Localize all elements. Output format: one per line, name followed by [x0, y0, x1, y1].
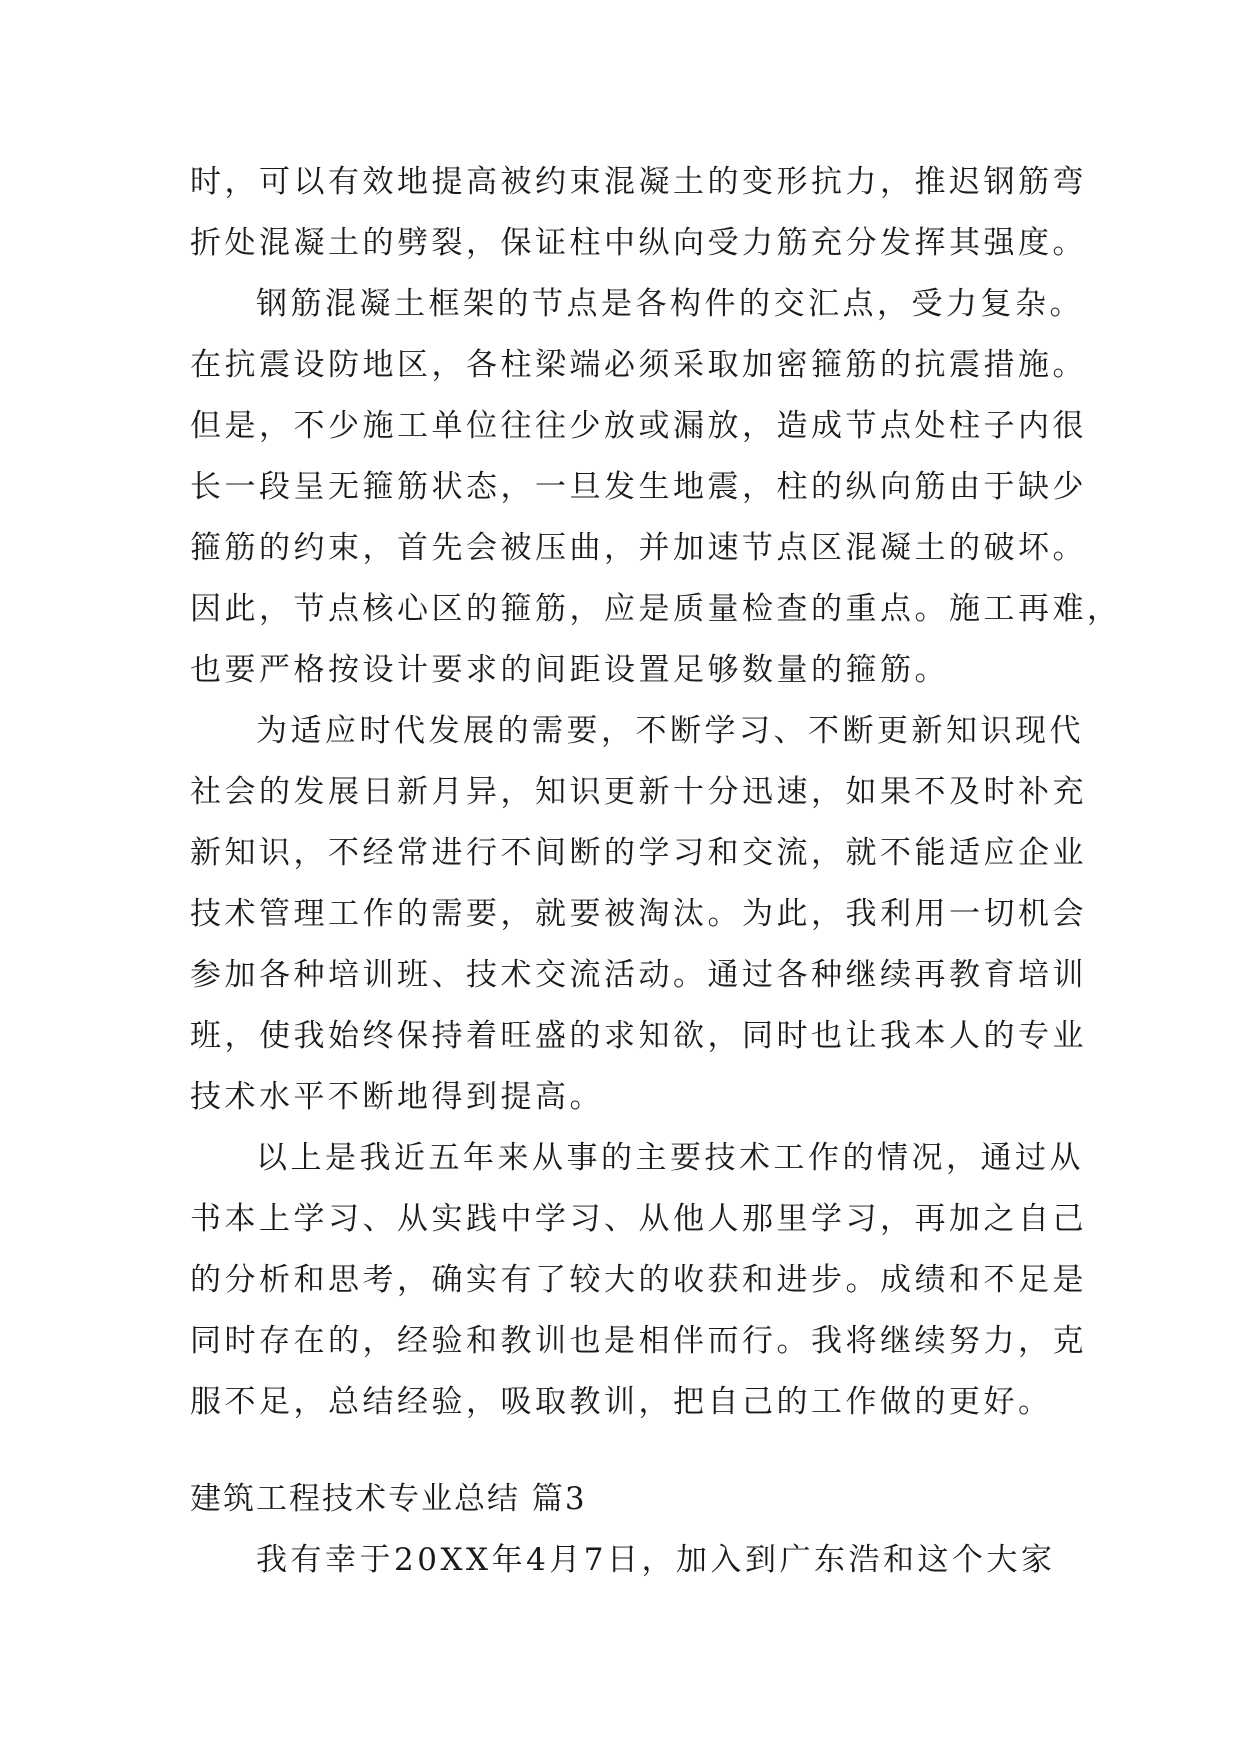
body-text-line: 长一段呈无箍筋状态，一旦发生地震，柱的纵向筋由于缺少 [190, 469, 1087, 505]
paragraph-first-line: 为适应时代发展的需要，不断学习、不断更新知识现代 [256, 713, 1084, 749]
body-text-line: 书本上学习、从实践中学习、从他人那里学习，再加之自己 [190, 1201, 1087, 1237]
paragraph-first-line: 钢筋混凝土框架的节点是各构件的交汇点，受力复杂。 [256, 286, 1084, 322]
body-text-line: 技术管理工作的需要，就要被淘汰。为此，我利用一切机会 [190, 896, 1087, 932]
body-text-line: 的分析和思考，确实有了较大的收获和进步。成绩和不足是 [190, 1262, 1087, 1298]
body-text-line: 参加各种培训班、技术交流活动。通过各种继续再教育培训 [190, 957, 1087, 993]
paragraph-first-line: 以上是我近五年来从事的主要技术工作的情况，通过从 [256, 1140, 1084, 1176]
body-text-line: 班，使我始终保持着旺盛的求知欲，同时也让我本人的专业 [190, 1018, 1087, 1054]
body-text-line: 社会的发展日新月异，知识更新十分迅速，如果不及时补充 [190, 774, 1087, 810]
body-text-line: 服不足，总结经验，吸取教训，把自己的工作做的更好。 [190, 1384, 1053, 1420]
body-text-line: 新知识，不经常进行不间断的学习和交流，就不能适应企业 [190, 835, 1087, 871]
body-text-line: 但是，不少施工单位往往少放或漏放，造成节点处柱子内很 [190, 408, 1087, 444]
body-text-line: 箍筋的约束，首先会被压曲，并加速节点区混凝土的破坏。 [190, 530, 1087, 566]
body-text-line: 也要严格按设计要求的间距设置足够数量的箍筋。 [190, 652, 949, 688]
paragraph-first-line: 我有幸于20XX年4月7日，加入到广东浩和这个大家 [256, 1542, 1056, 1578]
body-text-line: 时，可以有效地提高被约束混凝土的变形抗力，推迟钢筋弯 [190, 164, 1087, 200]
body-text-line: 因此，节点核心区的箍筋，应是质量检查的重点。施工再难， [190, 591, 1122, 627]
body-text-line: 技术水平不断地得到提高。 [190, 1079, 604, 1115]
body-text-line: 折处混凝土的劈裂，保证柱中纵向受力筋充分发挥其强度。 [190, 225, 1087, 261]
body-text-line: 同时存在的，经验和教训也是相伴而行。我将继续努力，克 [190, 1323, 1087, 1359]
section-heading: 建筑工程技术专业总结 篇3 [190, 1481, 587, 1517]
body-text-line: 在抗震设防地区，各柱梁端必须采取加密箍筋的抗震措施。 [190, 347, 1087, 383]
